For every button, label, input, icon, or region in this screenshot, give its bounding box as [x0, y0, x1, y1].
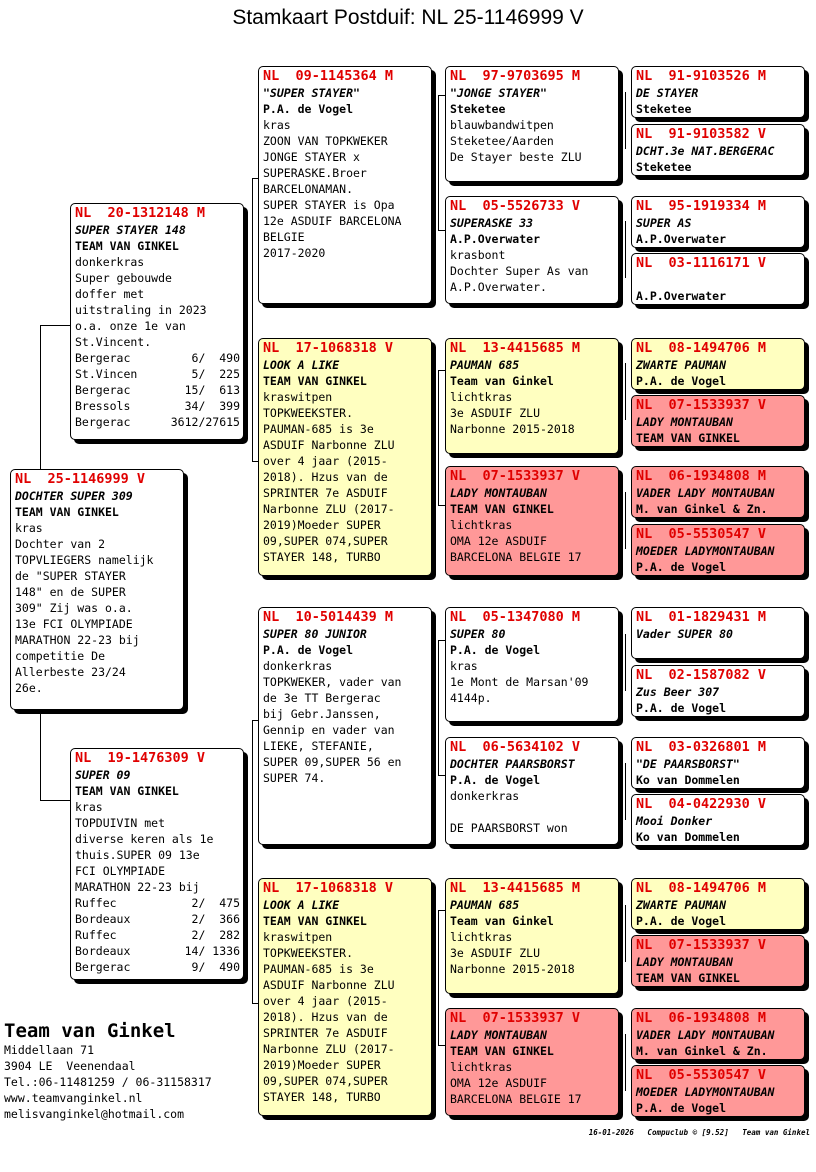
ring-number: NL 97-9703695 M: [450, 68, 581, 84]
remarks: OMA 12e ASDUIF BARCELONA BELGIE 17: [450, 1076, 582, 1106]
color: donkerkras: [450, 789, 520, 803]
connector: [40, 325, 72, 326]
great-grandparent-card[interactable]: [445, 338, 619, 454]
owner: P.A. de Vogel: [450, 773, 541, 787]
great-grandparent-card[interactable]: [445, 196, 619, 304]
ring-number: NL 03-1116171 V: [636, 255, 767, 271]
g4-card[interactable]: [631, 1008, 805, 1060]
color: lichtkras: [450, 1060, 513, 1074]
owner: Steketee: [636, 102, 692, 116]
pigeon-name: LADY MONTAUBAN: [450, 486, 547, 500]
remarks: Dochter Super As van A.P.Overwater.: [450, 264, 589, 294]
owner: P.A. de Vogel: [263, 102, 354, 116]
pigeon-name: PAUMAN 685: [450, 358, 520, 372]
ring-number: NL 07-1533937 V: [450, 1010, 581, 1026]
result-row: Bergerac 6/ 490: [75, 351, 240, 365]
connector: [625, 905, 626, 962]
color: kras: [15, 521, 43, 535]
owner: TEAM VAN GINKEL: [450, 1044, 554, 1058]
ring-number: NL 05-5530547 V: [636, 526, 767, 542]
owner: TEAM VAN GINKEL: [263, 374, 367, 388]
owner: Team van Ginkel: [450, 374, 554, 388]
ring-number: NL 19-1476309 V: [75, 750, 206, 766]
g4-card[interactable]: [631, 794, 805, 846]
owner: Steketee: [450, 102, 506, 116]
connector: [625, 363, 626, 420]
ring-number: NL 95-1919334 M: [636, 198, 767, 214]
connector: [625, 92, 626, 149]
connector: [625, 492, 626, 549]
ring-number: NL 08-1494706 M: [636, 340, 767, 356]
result-row: Bordeaux 14/ 1336: [75, 944, 240, 958]
owner: TEAM VAN GINKEL: [263, 914, 367, 928]
owner: TEAM VAN GINKEL: [15, 505, 119, 519]
g4-card[interactable]: [631, 196, 805, 248]
owner: M. van Ginkel & Zn.: [636, 502, 768, 516]
g4-card[interactable]: [631, 338, 805, 390]
connector: [625, 221, 626, 278]
result-row: St.Vincen 5/ 225: [75, 367, 240, 381]
ring-number: NL 03-0326801 M: [636, 739, 767, 755]
ring-number: NL 01-1829431 M: [636, 609, 767, 625]
color: kras: [263, 118, 291, 132]
pigeon-name: Vader SUPER 80: [636, 627, 733, 641]
owner: P.A. de Vogel: [636, 1101, 727, 1115]
color: lichtkras: [450, 518, 513, 532]
ring-number: NL 02-1587082 V: [636, 667, 767, 683]
pigeon-name: "DE PAARSBORST": [636, 757, 740, 771]
ring-number: NL 05-5530547 V: [636, 1067, 767, 1083]
pigeon-name: SUPER 80: [450, 627, 506, 641]
great-grandparent-card[interactable]: [445, 466, 619, 576]
g4-card[interactable]: [631, 665, 805, 717]
pigeon-name: LADY MONTAUBAN: [636, 415, 733, 429]
g4-card[interactable]: [631, 66, 805, 118]
result-row: Bressols 34/ 399: [75, 399, 240, 413]
color: blauwbandwitpen: [450, 118, 554, 132]
ring-number: NL 04-0422930 V: [636, 796, 767, 812]
owner: Steketee: [636, 160, 692, 174]
granddam-maternal-card[interactable]: [258, 878, 432, 1116]
pigeon-name: SUPERASKE 33: [450, 216, 534, 230]
ring-number: NL 17-1068318 V: [263, 340, 394, 356]
connector: [438, 910, 439, 1045]
ring-number: NL 06-5634102 V: [450, 739, 581, 755]
color: lichtkras: [450, 930, 513, 944]
ring-number: NL 06-1934808 M: [636, 1010, 767, 1026]
owner: M. van Ginkel & Zn.: [636, 1044, 768, 1058]
owner: TEAM VAN GINKEL: [75, 239, 179, 253]
pigeon-name: LOOK A LIKE: [263, 358, 340, 372]
color: krasbont: [450, 248, 506, 262]
g4-card[interactable]: [631, 253, 805, 305]
pigeon-name: LADY MONTAUBAN: [636, 955, 733, 969]
g4-card[interactable]: [631, 124, 805, 176]
ring-number: NL 25-1146999 V: [15, 471, 146, 487]
connector: [438, 370, 439, 505]
result-row: Ruffec 2/ 282: [75, 928, 240, 942]
owner: P.A. de Vogel: [450, 643, 541, 657]
g4-card[interactable]: [631, 878, 805, 930]
color: kraswitpen: [263, 930, 333, 944]
father-card[interactable]: [70, 203, 244, 440]
remarks: 1e Mont de Marsan'09 4144p.: [450, 675, 589, 705]
owner: TEAM VAN GINKEL: [636, 971, 740, 985]
owner: TEAM VAN GINKEL: [75, 784, 179, 798]
grandsire-maternal-card[interactable]: [258, 607, 432, 845]
breeder-email[interactable]: melisvanginkel@hotmail.com: [4, 1107, 185, 1121]
remarks: 3e ASDUIF ZLU Narbonne 2015-2018: [450, 946, 575, 976]
owner: TEAM VAN GINKEL: [636, 431, 740, 445]
pigeon-name: SUPER STAYER 148: [75, 223, 186, 237]
ring-number: NL 08-1494706 M: [636, 880, 767, 896]
ring-number: NL 13-4415685 M: [450, 880, 581, 896]
ring-number: NL 91-9103582 V: [636, 126, 767, 142]
g4-card[interactable]: [631, 524, 805, 576]
results-list: [75, 895, 240, 975]
remarks: ZOON VAN TOPKWEKER JONGE STAYER x SUPERASKE.Broer BARCELONAMAN. SUPER STAYER is Opa 12e ASDUIF BARCELONA BELGIE 2017-2020: [263, 134, 402, 260]
ring-number: NL 07-1533937 V: [450, 468, 581, 484]
great-grandparent-card[interactable]: [445, 66, 619, 182]
page-title: Stamkaart Postduif: NL 25-1146999 V: [232, 6, 584, 29]
result-row: Bordeaux 2/ 366: [75, 912, 240, 926]
pigeon-name: "JONGE STAYER": [450, 86, 547, 100]
pigeon-name: MOEDER LADYMONTAUBAN: [636, 1085, 775, 1099]
owner: Team van Ginkel: [450, 914, 554, 928]
breeder-phone: Tel.:06-11481259 / 06-31158317: [4, 1075, 212, 1089]
result-row: Bergerac 3612/27615: [75, 415, 240, 429]
pigeon-name: VADER LADY MONTAUBAN: [636, 1028, 775, 1042]
ring-number: NL 09-1145364 M: [263, 68, 394, 84]
pigeon-name: SUPER 09: [75, 768, 131, 782]
connector: [40, 710, 41, 800]
remarks: DE PAARSBORST won: [450, 821, 568, 835]
pigeon-name: LOOK A LIKE: [263, 898, 340, 912]
ring-number: NL 91-9103526 M: [636, 68, 767, 84]
color: lichtkras: [450, 390, 513, 404]
connector: [40, 325, 41, 469]
great-grandparent-card[interactable]: [445, 607, 619, 722]
remarks: TOPKWEEKSTER. PAUMAN-685 is 3e ASDUIF Narbonne ZLU over 4 jaar (2015- 2018). Hzus van de SPRINTER 7e ASDUIF Narbonne ZLU (2017- 2019)Moeder SUPER 09,SUPER 074,SUPER STAYER 148, TURBO: [263, 946, 395, 1104]
great-grandparent-card[interactable]: [445, 878, 619, 994]
remarks: OMA 12e ASDUIF BARCELONA BELGIE 17: [450, 534, 582, 564]
print-credit: 16-01-2026 Compuclub © [9.52] Team van Ginkel: [588, 1128, 810, 1137]
color: kraswitpen: [263, 390, 333, 404]
owner: Ko van Dommelen: [636, 773, 740, 787]
breeder-name: Team van Ginkel: [4, 1020, 176, 1042]
ring-number: NL 10-5014439 M: [263, 609, 394, 625]
granddam-paternal-card[interactable]: [258, 338, 432, 576]
owner: P.A. de Vogel: [636, 914, 727, 928]
ring-number: NL 07-1533937 V: [636, 397, 767, 413]
pigeon-name: MOEDER LADYMONTAUBAN: [636, 544, 775, 558]
ring-number: NL 07-1533937 V: [636, 937, 767, 953]
g4-card[interactable]: [631, 935, 805, 987]
remarks: TOPDUIVIN met diverse keren als 1e thuis.SUPER 09 13e FCI OLYMPIADE MARATHON 22-23 bij: [75, 816, 214, 894]
breeder-city: 3904 LE Veenendaal: [4, 1059, 136, 1073]
pigeon-name: ZWARTE PAUMAN: [636, 358, 727, 372]
ring-number: NL 20-1312148 M: [75, 205, 206, 221]
pigeon-name: ZWARTE PAUMAN: [636, 898, 727, 912]
g4-card[interactable]: [631, 1065, 805, 1117]
result-row: Ruffec 2/ 475: [75, 896, 240, 910]
owner: P.A. de Vogel: [636, 374, 727, 388]
owner: Ko van Dommelen: [636, 830, 740, 844]
remarks: Dochter van 2 TOPVLIEGERS namelijk de "SUPER STAYER 148" en de SUPER 309" Zij was o.a. 13e FCI OLYMPIADE MARATHON 22-23 bij competitie De Allerbeste 23/24 26e.: [15, 537, 154, 695]
owner: A.P.Overwater: [636, 289, 727, 303]
breeder-street: Middellaan 71: [4, 1043, 95, 1057]
owner: P.A. de Vogel: [636, 701, 727, 715]
mother-card[interactable]: [70, 748, 244, 980]
result-row: Bergerac 15/ 613: [75, 383, 240, 397]
breeder-website[interactable]: www.teamvanginkel.nl: [4, 1091, 143, 1105]
pigeon-name: SUPER 80 JUNIOR: [263, 627, 367, 641]
color: kras: [75, 800, 103, 814]
connector: [438, 95, 439, 230]
pigeon-name: VADER LADY MONTAUBAN: [636, 486, 775, 500]
pigeon-name: DCHT.3e NAT.BERGERAC: [636, 144, 775, 158]
results-list: [75, 350, 240, 430]
pigeon-name: DOCHTER SUPER 309: [15, 489, 133, 503]
g4-card[interactable]: [631, 607, 805, 659]
pigeon-name: "SUPER STAYER": [263, 86, 360, 100]
color: kras: [450, 659, 478, 673]
connector: [40, 800, 72, 801]
pigeon-name: Mooi Donker: [636, 814, 713, 828]
ring-number: NL 17-1068318 V: [263, 880, 394, 896]
grandsire-paternal-card[interactable]: [258, 66, 432, 304]
owner: A.P.Overwater: [450, 232, 541, 246]
pigeon-name: DE STAYER: [636, 86, 699, 100]
owner: P.A. de Vogel: [263, 643, 354, 657]
remarks: TOPKWEEKSTER. PAUMAN-685 is 3e ASDUIF Narbonne ZLU over 4 jaar (2015- 2018). Hzus van de SPRINTER 7e ASDUIF Narbonne ZLU (2017- 2019)Moeder SUPER 09,SUPER 074,SUPER STAYER 148, TURBO: [263, 406, 395, 564]
color: donkerkras: [75, 255, 145, 269]
owner: P.A. de Vogel: [636, 560, 727, 574]
connector: [438, 640, 439, 775]
ring-number: NL 05-1347080 M: [450, 609, 581, 625]
pigeon-name: SUPER AS: [636, 216, 692, 230]
pigeon-name: Zus Beer 307: [636, 685, 720, 699]
pigeon-name: [636, 272, 800, 288]
pigeon-name: DOCHTER PAARSBORST: [450, 757, 575, 771]
g4-card[interactable]: [631, 395, 805, 447]
remarks: Steketee/Aarden De Stayer beste ZLU: [450, 134, 582, 164]
great-grandparent-card[interactable]: [445, 737, 619, 845]
owner: A.P.Overwater: [636, 232, 727, 246]
ring-number: NL 05-5526733 V: [450, 198, 581, 214]
ring-number: NL 13-4415685 M: [450, 340, 581, 356]
subject-card[interactable]: [10, 469, 184, 710]
ring-number: NL 06-1934808 M: [636, 468, 767, 484]
remarks: 3e ASDUIF ZLU Narbonne 2015-2018: [450, 406, 575, 436]
color: donkerkras: [263, 659, 333, 673]
pigeon-name: LADY MONTAUBAN: [450, 1028, 547, 1042]
result-row: Bergerac 9/ 490: [75, 960, 240, 974]
connector: [625, 1034, 626, 1091]
remarks: Super gebouwde doffer met uitstraling in 2023 o.a. onze 1e van St.Vincent.: [75, 271, 207, 349]
g4-card[interactable]: [631, 466, 805, 518]
connector: [625, 634, 626, 691]
pigeon-name: PAUMAN 685: [450, 898, 520, 912]
connector: [252, 720, 253, 1003]
connector: [252, 178, 253, 461]
owner: TEAM VAN GINKEL: [450, 502, 554, 516]
connector: [625, 763, 626, 820]
great-grandparent-card[interactable]: [445, 1008, 619, 1116]
breeder-contact: [4, 1020, 212, 1122]
remarks: TOPKWEKER, vader van de 3e TT Bergerac bij Gebr.Janssen, Gennip en vader van LIEKE, STEFANIE, SUPER 09,SUPER 56 en SUPER 74.: [263, 675, 402, 785]
g4-card[interactable]: [631, 737, 805, 789]
